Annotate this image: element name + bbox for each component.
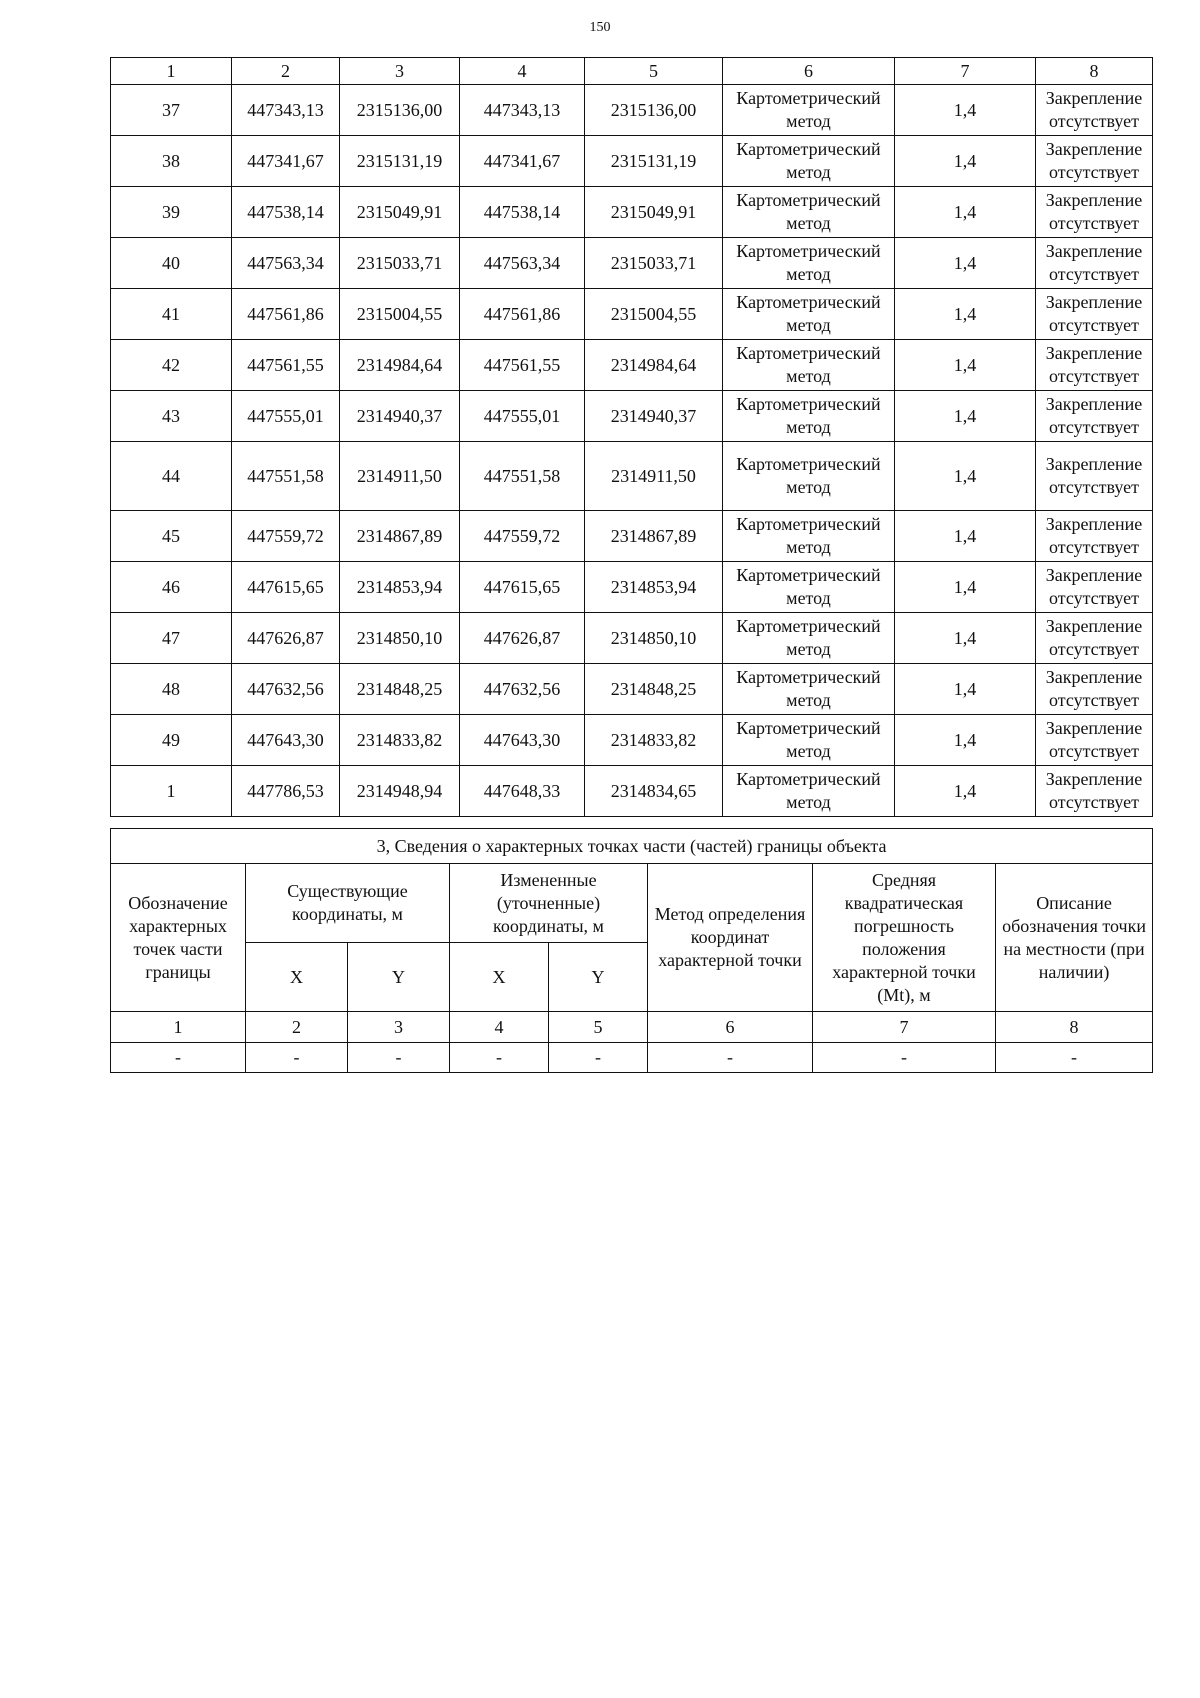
header-error: Средняя квадратическая погрешность положения характерной точки (Mt), м [813,864,996,1012]
changed-x-cell: 447341,67 [460,136,585,187]
method-cell: Картометрический метод [723,613,895,664]
changed-y-cell: 2315131,19 [585,136,723,187]
column-number: 3 [340,58,460,85]
page-number: 150 [589,20,611,35]
changed-y-cell: 2314853,94 [585,562,723,613]
error-cell: 1,4 [895,238,1036,289]
method-cell: Картометрический метод [723,562,895,613]
method-cell: Картометрический метод [723,85,895,136]
changed-x-cell: 447561,55 [460,340,585,391]
changed-y-cell: 2314984,64 [585,340,723,391]
method-cell: Картометрический метод [723,391,895,442]
existing-y-cell: 2314867,89 [340,511,460,562]
empty-cell: - [450,1043,549,1073]
point-number-cell: 1 [111,766,232,817]
point-number-cell: 43 [111,391,232,442]
boundary-points-table [110,57,1153,817]
column-number: 7 [813,1012,996,1043]
table-row [111,136,1153,187]
column-number: 5 [549,1012,648,1043]
point-number-cell: 40 [111,238,232,289]
existing-y-cell: 2315004,55 [340,289,460,340]
empty-data-row [111,1043,1153,1073]
header-description: Описание обозначения точки на местности (при наличии) [996,864,1153,1012]
error-cell: 1,4 [895,136,1036,187]
description-cell: Закрепление отсутствует [1036,187,1153,238]
empty-cell: - [246,1043,348,1073]
existing-x-cell: 447563,34 [232,238,340,289]
point-number-cell: 41 [111,289,232,340]
error-cell: 1,4 [895,187,1036,238]
changed-y-cell: 2314850,10 [585,613,723,664]
error-cell: 1,4 [895,511,1036,562]
column-number: 4 [450,1012,549,1043]
section-title-row [111,829,1153,864]
description-cell: Закрепление отсутствует [1036,340,1153,391]
table-row [111,391,1153,442]
point-number-cell: 42 [111,340,232,391]
method-cell: Картометрический метод [723,715,895,766]
table-row [111,562,1153,613]
empty-cell: - [348,1043,450,1073]
header-x-existing: X [246,943,348,1012]
changed-y-cell: 2315136,00 [585,85,723,136]
description-cell: Закрепление отсутствует [1036,136,1153,187]
header-method: Метод определения координат характерной точки [648,864,813,1012]
header-existing-coordinates: Существующие координаты, м [246,864,450,943]
existing-y-cell: 2314848,25 [340,664,460,715]
error-cell: 1,4 [895,442,1036,511]
existing-x-cell: 447551,58 [232,442,340,511]
column-number-row [111,1012,1153,1043]
column-number: 6 [723,58,895,85]
existing-y-cell: 2315033,71 [340,238,460,289]
error-cell: 1,4 [895,613,1036,664]
error-cell: 1,4 [895,391,1036,442]
existing-y-cell: 2315049,91 [340,187,460,238]
column-number: 4 [460,58,585,85]
changed-x-cell: 447643,30 [460,715,585,766]
point-number-cell: 38 [111,136,232,187]
table-row [111,442,1153,511]
existing-y-cell: 2314853,94 [340,562,460,613]
column-number: 3 [348,1012,450,1043]
empty-cell: - [648,1043,813,1073]
part-boundary-points-table [110,828,1153,1073]
empty-cell: - [996,1043,1153,1073]
header-y-existing: Y [348,943,450,1012]
existing-x-cell: 447341,67 [232,136,340,187]
existing-x-cell: 447626,87 [232,613,340,664]
existing-y-cell: 2314850,10 [340,613,460,664]
existing-x-cell: 447643,30 [232,715,340,766]
existing-x-cell: 447561,86 [232,289,340,340]
changed-x-cell: 447615,65 [460,562,585,613]
description-cell: Закрепление отсутствует [1036,391,1153,442]
table-row [111,613,1153,664]
existing-x-cell: 447343,13 [232,85,340,136]
empty-cell: - [813,1043,996,1073]
error-cell: 1,4 [895,340,1036,391]
changed-y-cell: 2315004,55 [585,289,723,340]
changed-y-cell: 2314911,50 [585,442,723,511]
changed-x-cell: 447563,34 [460,238,585,289]
error-cell: 1,4 [895,664,1036,715]
existing-y-cell: 2315131,19 [340,136,460,187]
method-cell: Картометрический метод [723,664,895,715]
existing-y-cell: 2314940,37 [340,391,460,442]
header-row [111,864,1153,943]
changed-x-cell: 447559,72 [460,511,585,562]
changed-y-cell: 2314834,65 [585,766,723,817]
existing-x-cell: 447538,14 [232,187,340,238]
existing-y-cell: 2314911,50 [340,442,460,511]
description-cell: Закрепление отсутствует [1036,511,1153,562]
existing-x-cell: 447786,53 [232,766,340,817]
description-cell: Закрепление отсутствует [1036,664,1153,715]
method-cell: Картометрический метод [723,442,895,511]
description-cell: Закрепление отсутствует [1036,766,1153,817]
error-cell: 1,4 [895,85,1036,136]
description-cell: Закрепление отсутствует [1036,715,1153,766]
existing-y-cell: 2314984,64 [340,340,460,391]
description-cell: Закрепление отсутствует [1036,562,1153,613]
point-number-cell: 47 [111,613,232,664]
empty-cell: - [111,1043,246,1073]
changed-y-cell: 2314940,37 [585,391,723,442]
method-cell: Картометрический метод [723,136,895,187]
error-cell: 1,4 [895,562,1036,613]
existing-x-cell: 447555,01 [232,391,340,442]
header-x-changed: X [450,943,549,1012]
changed-x-cell: 447648,33 [460,766,585,817]
changed-x-cell: 447561,86 [460,289,585,340]
column-number: 5 [585,58,723,85]
header-y-changed: Y [549,943,648,1012]
table-row [111,289,1153,340]
existing-x-cell: 447632,56 [232,664,340,715]
changed-x-cell: 447626,87 [460,613,585,664]
point-number-cell: 48 [111,664,232,715]
table-row [111,85,1153,136]
description-cell: Закрепление отсутствует [1036,613,1153,664]
existing-y-cell: 2314948,94 [340,766,460,817]
point-number-cell: 45 [111,511,232,562]
changed-x-cell: 447551,58 [460,442,585,511]
description-cell: Закрепление отсутствует [1036,442,1153,511]
point-number-cell: 46 [111,562,232,613]
changed-y-cell: 2314867,89 [585,511,723,562]
existing-x-cell: 447615,65 [232,562,340,613]
column-number-row [111,58,1153,85]
changed-x-cell: 447538,14 [460,187,585,238]
table-row [111,340,1153,391]
table-row [111,238,1153,289]
existing-y-cell: 2315136,00 [340,85,460,136]
changed-y-cell: 2314833,82 [585,715,723,766]
table-row [111,511,1153,562]
table-row [111,664,1153,715]
table-row [111,715,1153,766]
empty-cell: - [549,1043,648,1073]
method-cell: Картометрический метод [723,340,895,391]
description-cell: Закрепление отсутствует [1036,289,1153,340]
changed-x-cell: 447343,13 [460,85,585,136]
column-number: 1 [111,1012,246,1043]
header-designation: Обозначение характерных точек части границы [111,864,246,1012]
column-number: 6 [648,1012,813,1043]
method-cell: Картометрический метод [723,289,895,340]
method-cell: Картометрический метод [723,511,895,562]
description-cell: Закрепление отсутствует [1036,85,1153,136]
column-number: 8 [996,1012,1153,1043]
section-title: 3, Сведения о характерных точках части (частей) границы объекта [111,829,1153,864]
point-number-cell: 37 [111,85,232,136]
method-cell: Картометрический метод [723,187,895,238]
method-cell: Картометрический метод [723,766,895,817]
changed-y-cell: 2314848,25 [585,664,723,715]
points-table-body [111,85,1153,817]
existing-x-cell: 447559,72 [232,511,340,562]
table-row [111,187,1153,238]
method-cell: Картометрический метод [723,238,895,289]
column-number: 2 [232,58,340,85]
point-number-cell: 49 [111,715,232,766]
column-number: 8 [1036,58,1153,85]
error-cell: 1,4 [895,766,1036,817]
error-cell: 1,4 [895,289,1036,340]
column-number: 2 [246,1012,348,1043]
point-number-cell: 39 [111,187,232,238]
column-number: 7 [895,58,1036,85]
error-cell: 1,4 [895,715,1036,766]
existing-x-cell: 447561,55 [232,340,340,391]
changed-x-cell: 447555,01 [460,391,585,442]
point-number-cell: 44 [111,442,232,511]
existing-y-cell: 2314833,82 [340,715,460,766]
description-cell: Закрепление отсутствует [1036,238,1153,289]
table-row [111,766,1153,817]
changed-x-cell: 447632,56 [460,664,585,715]
column-number: 1 [111,58,232,85]
header-changed-coordinates: Измененные (уточненные) координаты, м [450,864,648,943]
changed-y-cell: 2315049,91 [585,187,723,238]
changed-y-cell: 2315033,71 [585,238,723,289]
